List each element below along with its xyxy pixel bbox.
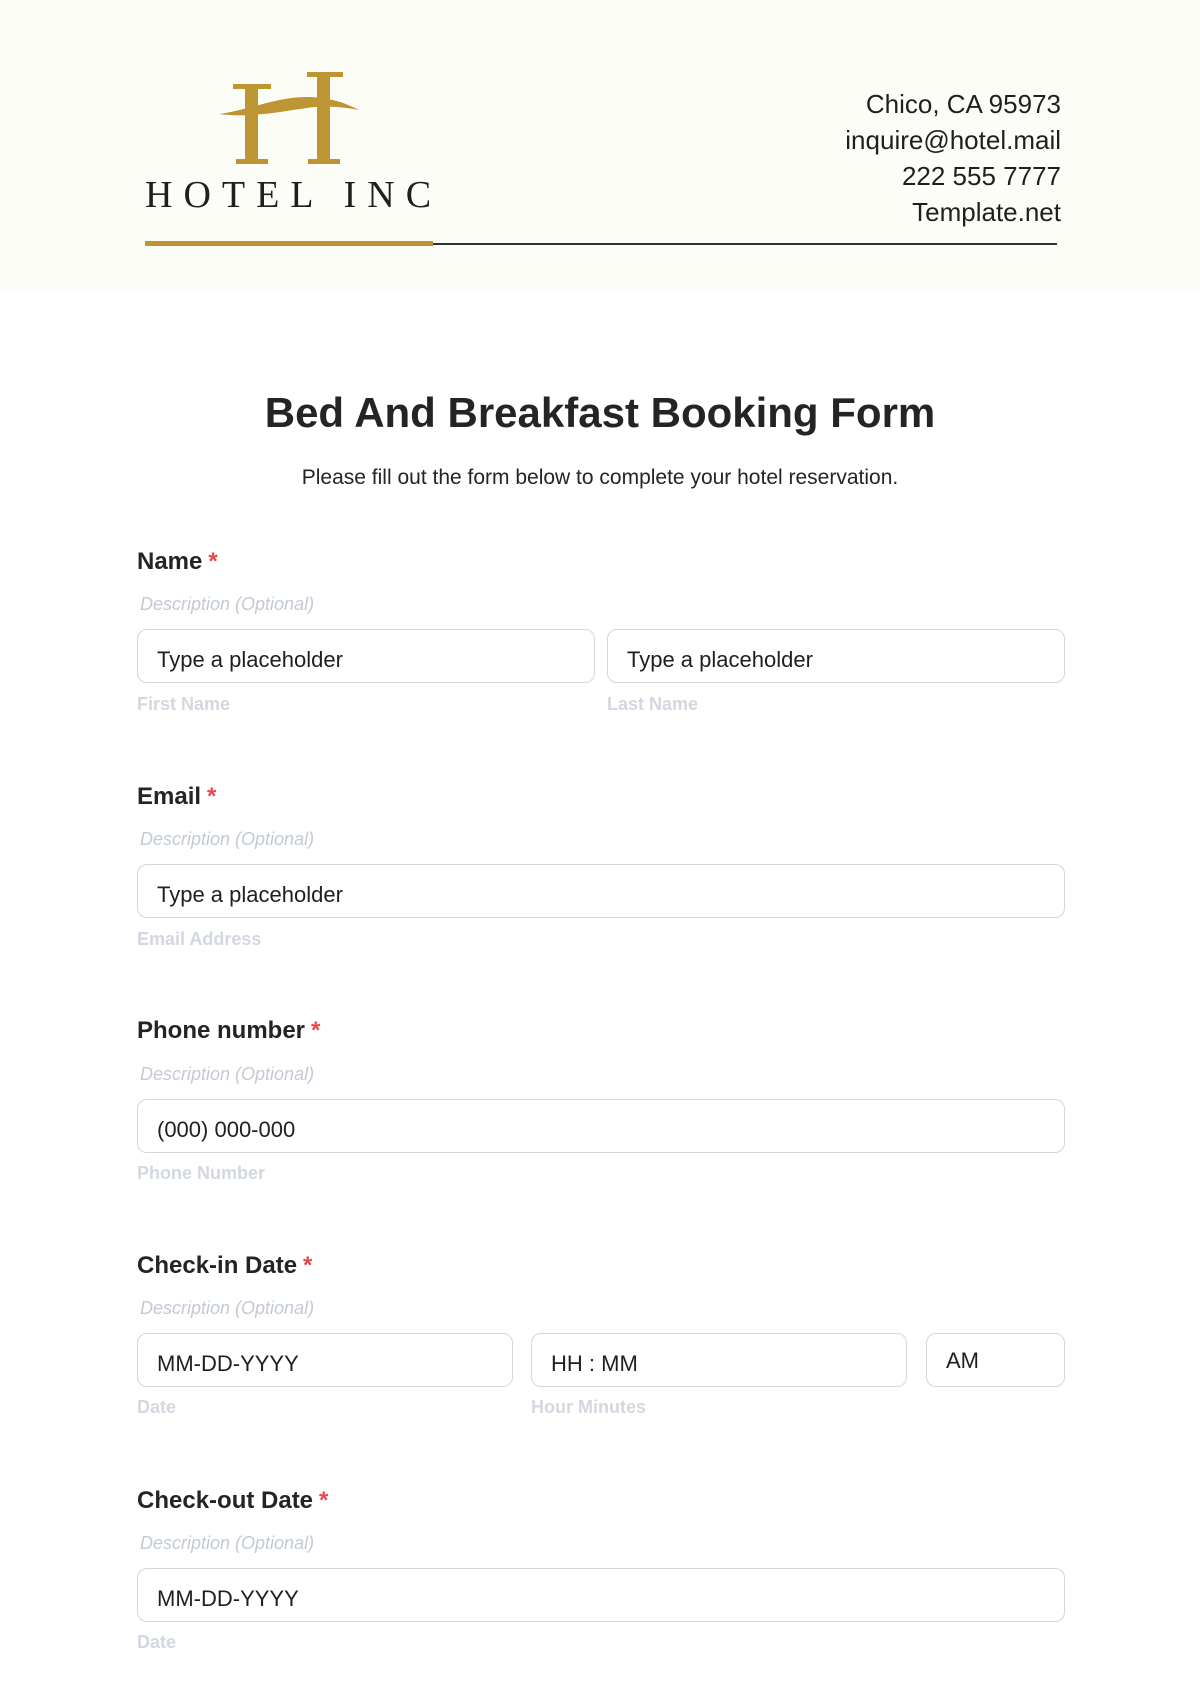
form-subtitle: Please fill out the form below to complete your hotel reservation. bbox=[301, 466, 899, 489]
check-out-label bbox=[137, 1487, 328, 1515]
name-description[interactable]: Description (Optional) bbox=[140, 594, 315, 614]
check-in-time-sublabel: Hour Minutes bbox=[531, 1397, 646, 1417]
contact-website: Template.net bbox=[912, 197, 1061, 227]
first-name-sublabel: First Name bbox=[137, 694, 231, 714]
phone-label bbox=[137, 1017, 320, 1045]
check-in-label-text: Check-in Date bbox=[137, 1252, 298, 1279]
check-in-time-input[interactable]: HH : MM bbox=[531, 1333, 907, 1387]
email-input[interactable]: Type a placeholder bbox=[137, 864, 1065, 918]
phone-label-text: Phone number bbox=[137, 1017, 306, 1044]
contact-info bbox=[845, 86, 1061, 230]
check-out-date-sublabel: Date bbox=[137, 1632, 177, 1652]
check-out-date-input[interactable]: MM-DD-YYYY bbox=[137, 1568, 1065, 1622]
check-in-description[interactable]: Description (Optional) bbox=[140, 1298, 315, 1318]
email-label bbox=[137, 783, 216, 811]
form-title: Bed And Breakfast Booking Form bbox=[264, 389, 936, 436]
header-divider bbox=[433, 243, 1057, 245]
required-marker: * bbox=[207, 783, 217, 810]
required-marker: * bbox=[208, 548, 218, 575]
hotel-logo bbox=[145, 70, 443, 220]
contact-address: Chico, CA 95973 bbox=[865, 89, 1061, 119]
contact-phone: 222 555 7777 bbox=[901, 161, 1061, 191]
email-label-text: Email bbox=[137, 783, 202, 810]
required-marker: * bbox=[319, 1487, 329, 1514]
required-marker: * bbox=[303, 1252, 313, 1279]
first-name-input[interactable]: Type a placeholder bbox=[137, 629, 595, 683]
phone-input[interactable]: (000) 000-000 bbox=[137, 1099, 1065, 1153]
check-in-label bbox=[137, 1252, 312, 1280]
phone-sublabel: Phone Number bbox=[137, 1163, 266, 1183]
phone-description[interactable]: Description (Optional) bbox=[140, 1064, 315, 1084]
name-label bbox=[137, 548, 218, 576]
check-in-ampm-select[interactable]: AM bbox=[926, 1333, 1065, 1387]
check-in-date-sublabel: Date bbox=[137, 1397, 177, 1417]
email-sublabel: Email Address bbox=[137, 929, 262, 949]
check-out-label-text: Check-out Date bbox=[137, 1487, 314, 1514]
name-label-text: Name bbox=[137, 548, 203, 575]
contact-email: inquire@hotel.mail bbox=[845, 125, 1061, 155]
page-header bbox=[0, 0, 1200, 290]
hotel-logo-text: HOTEL INC bbox=[145, 174, 443, 216]
required-marker: * bbox=[311, 1017, 321, 1044]
check-in-date-input[interactable]: MM-DD-YYYY bbox=[137, 1333, 513, 1387]
last-name-input[interactable]: Type a placeholder bbox=[607, 629, 1065, 683]
header-divider-accent bbox=[145, 241, 433, 246]
email-description[interactable]: Description (Optional) bbox=[140, 829, 315, 849]
check-out-description[interactable]: Description (Optional) bbox=[140, 1533, 315, 1553]
hotel-monogram-icon bbox=[219, 70, 359, 165]
last-name-sublabel: Last Name bbox=[607, 694, 699, 714]
